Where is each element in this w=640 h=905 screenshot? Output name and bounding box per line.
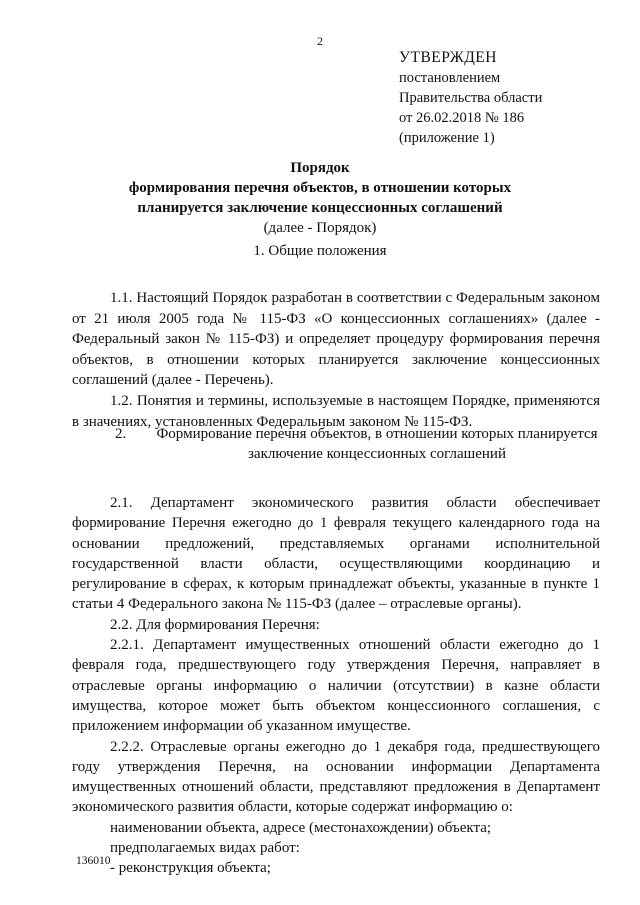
paragraph: 1.1. Настоящий Порядок разработан в соответствии с Федеральным законом от 21 июля 2005 года № 115-ФЗ «О концессионных соглашениях» (далее - Федеральный закон № 115-ФЗ) и определяет процедуру формирования перечня объектов, в отношении которых планируется заключение концессионных соглашений (далее - Перечень). (72, 290, 600, 389)
page-number: 2 (317, 34, 323, 48)
section1-body (72, 288, 600, 432)
section1-heading: 1. Общие положения (253, 243, 387, 259)
paragraph: предполагаемых видах работ: (110, 840, 300, 857)
paragraph: 2.2.1. Департамент имущественных отношений области ежегодно до 1 февраля года, предшествующего году утверждения Перечня, направляет в отраслевые органы информацию о наличии (отсутствии) в казне области имущества, которое может быть объектом концессионного соглашения, с приложением информации об указанном имуществе. (72, 637, 600, 735)
footer-code: 136010 (76, 855, 111, 867)
paragraph: 2.1. Департамент экономического развития области обеспечивает формирование Перечня ежегодно до 1 февраля текущего календарного года на основании предложений, представляемых органами исполнительной государственной власти области, осуществляющими координацию и регулирование в сферах, к которым принадлежат объекты, указанные в пункте 1 статьи 4 Федерального закона № 115-ФЗ (далее – отраслевые органы). (72, 495, 600, 613)
title-line: планируется заключение концессионных соглашений (137, 200, 503, 216)
section2-title: Формирование перечня объектов, в отношении которых планируется заключение концессионных соглашений (156, 426, 598, 462)
paragraph: - реконструкция объекта; (110, 860, 271, 877)
approved-line: Правительства области (399, 90, 543, 106)
paragraph: 1.2. Понятия и термины, используемые в настоящем Порядке, применяются в значениях, установленных Федеральным законом № 115-ФЗ. (72, 392, 600, 430)
document-title (70, 158, 570, 238)
approved-line: (приложение 1) (399, 130, 495, 146)
section2-number: 2. (115, 426, 127, 442)
paragraph: наименовании объекта, адресе (местонахождении) объекта; (110, 819, 492, 836)
approval-stamp (399, 48, 619, 148)
title-line: Порядок (290, 160, 350, 176)
section2-body (72, 493, 600, 879)
title-note: (далее - Порядок) (263, 220, 377, 236)
approved-line: от 26.02.2018 № 186 (399, 110, 525, 126)
paragraph: 2.2. Для формирования Перечня: (110, 616, 320, 633)
section2-heading (115, 424, 605, 464)
title-line: формирования перечня объектов, в отношении которых (128, 180, 512, 196)
approved-line: постановлением (399, 70, 501, 86)
paragraph: 2.2.2. Отраслевые органы ежегодно до 1 декабря года, предшествующего году утверждения Перечня, на основании информации Департамента имущественных отношений области, представляют предложения в Департамент экономического развития области, которые содержат информацию о: (72, 738, 600, 816)
approved-title: УТВЕРЖДЕН (399, 49, 497, 66)
